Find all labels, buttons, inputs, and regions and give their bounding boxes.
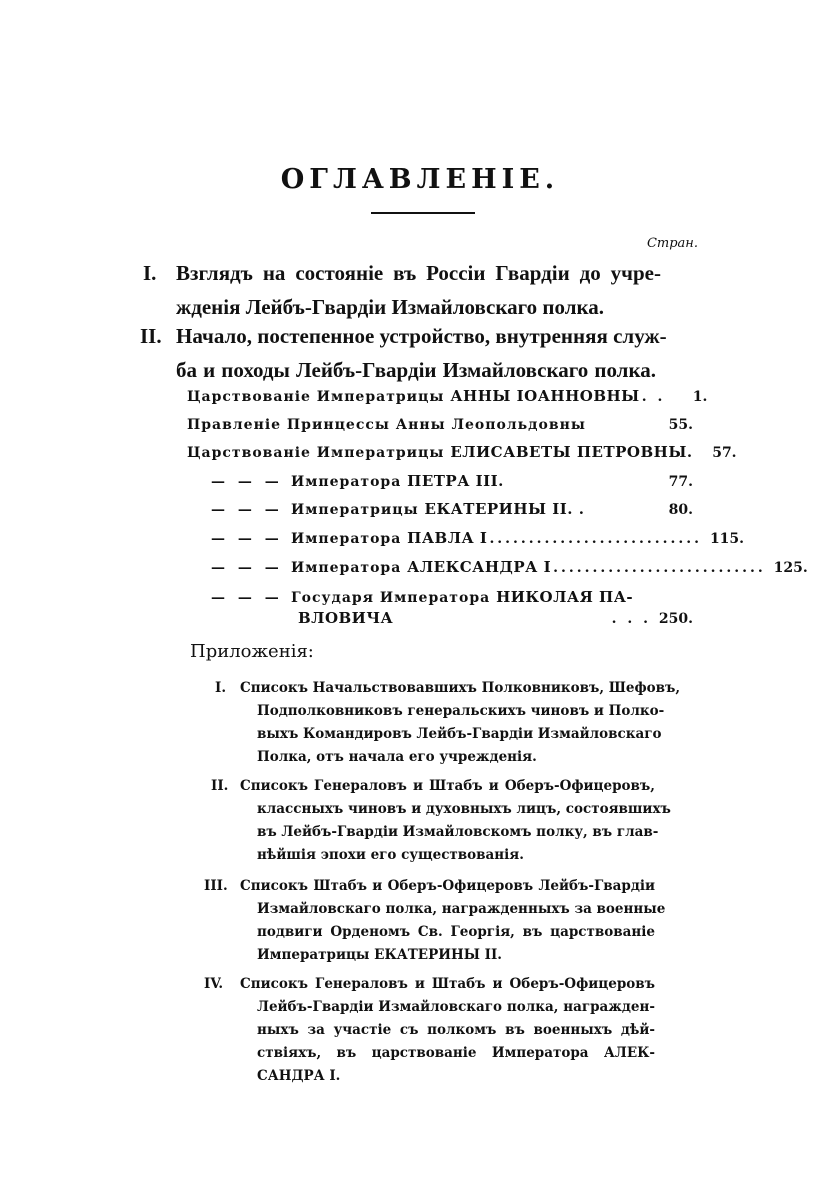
part-line: ба и походы Лейбъ-Гвардіи Измайловскаго полка. [176,358,656,382]
appendix-number: IV. [204,976,224,992]
toc-label: Императрицы ЕКАТЕРИНЫ II. . [291,500,585,518]
appendix-line: Императрицы ЕКАТЕРИНЫ II. [257,947,502,963]
appendix-line: Списокъ Штабъ и Оберъ-Офицеровъ Лейбъ-Гвардіи [240,878,655,894]
toc-label: ВЛОВИЧА [298,609,394,627]
toc-entry [211,529,745,551]
ditto-dashes: — — — [211,502,283,518]
appendix-line: классныхъ чиновъ и духовныхъ лицъ, состоявшихъ [257,801,671,817]
appendix-line: подвиги Орденомъ Св. Георгія, въ царствованіе [257,924,655,940]
toc-entry [211,588,693,610]
part-line: Взглядъ на состояніе въ Россіи Гвардіи до учре- [176,261,661,285]
toc-label: Царствованіе Императрицы АННЫ ІОАННОВНЫ [187,387,640,405]
page-column-header: Стран. [646,236,698,251]
toc-page-number: 1. [692,389,708,405]
toc-page-number: 250. [658,611,693,627]
title-divider [371,212,475,214]
toc-entry [187,415,693,437]
toc-page-number: 125. [773,560,808,576]
toc-entry [211,472,693,494]
toc-page-number: 55. [668,417,693,433]
page-title: ОГЛАВЛЕНІЕ. [280,164,560,195]
appendix-line: выхъ Командировъ Лейбъ-Гвардіи Измайловскаго [257,726,662,742]
toc-entry [187,443,737,465]
appendix-line: нѣйшія эпохи его существованія. [257,847,524,863]
part-line: Начало, постепенное устройство, внутренняя служ- [176,324,667,348]
ditto-dashes: — — — [211,590,283,606]
toc-label: Императора ПЕТРА III. [291,472,504,490]
appendix-line: Списокъ Начальствовавшихъ Полковниковъ, Шефовъ, [240,680,681,696]
appendix-line: въ Лейбъ-Гвардіи Измайловскомъ полку, въ глав- [257,824,659,840]
appendix-number: I. [215,680,227,696]
appendices-heading: Приложенія: [190,641,314,662]
appendix-line: Списокъ Генераловъ и Штабъ и Оберъ-Офицеровъ [240,976,655,992]
appendix-number: II. [211,778,229,794]
ditto-dashes: — — — [211,560,283,576]
toc-page-number: 115. [709,531,745,547]
part-entry [143,256,703,326]
appendix-line: Списокъ Генераловъ и Штабъ и Оберъ-Офицеровъ, [240,778,655,794]
toc-leader: ........................... [489,531,703,547]
appendix-line: Подполковниковъ генеральскихъ чиновъ и Полко- [257,703,665,719]
appendix-line: САНДРА I. [257,1068,341,1084]
toc-label: Государя Императора НИКОЛАЯ ПА- [291,588,634,606]
toc-label: Императора АЛЕКСАНДРА I [291,558,552,576]
appendix-line: ствіяхъ, въ царствованіе Императора АЛЕК- [257,1045,655,1061]
toc-label: Императора ПАВЛА I [291,529,488,547]
toc-page-number: 80. [668,502,693,518]
appendix-line: Лейбъ-Гвардіи Измайловскаго полка, награжден- [257,999,655,1015]
appendix-number: III. [204,878,228,894]
appendix-line: ныхъ за участіе съ полкомъ въ военныхъ дѣй- [257,1022,655,1038]
appendix-entry [204,973,655,1093]
part-line: жденія Лейбъ-Гвардіи Измайловскаго полка. [176,295,605,319]
toc-entry [211,558,808,580]
appendix-entry [215,677,681,772]
appendix-line: Измайловскаго полка, награжденныхъ за военные [257,901,666,917]
toc-label: Царствованіе Императрицы ЕЛИСАВЕТЫ ПЕТРОВНЫ. [187,443,693,461]
toc-page-number: 57. [712,445,737,461]
ditto-dashes: — — — [211,531,283,547]
part-entry [140,319,700,389]
part-number: II. [140,324,162,348]
appendix-entry [204,875,666,970]
ditto-dashes: — — — [211,474,283,490]
toc-entry [211,500,693,522]
appendix-line: Полка, отъ начала его учрежденія. [257,749,537,765]
part-number: I. [143,261,157,285]
toc-label: Правленіе Принцессы Анны Леопольдовны [187,417,586,433]
toc-page-number: 77. [668,474,693,490]
appendix-entry [211,775,671,870]
toc-entry [298,609,693,631]
toc-leader: ........................... [553,560,766,576]
toc-entry [187,387,708,409]
toc-leader: . . [641,389,666,405]
toc-leader: . . . [611,611,651,627]
